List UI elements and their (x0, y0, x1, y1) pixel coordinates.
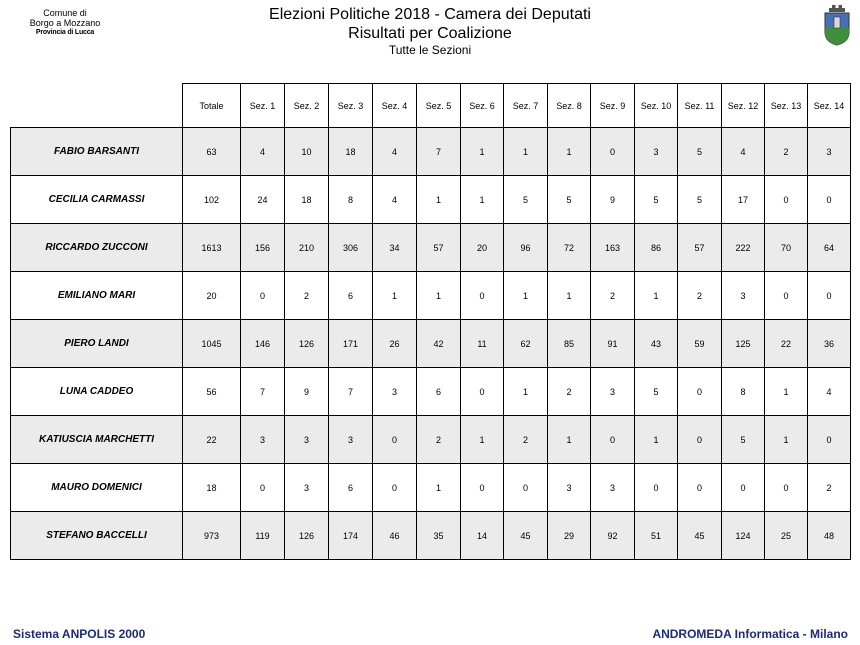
vote-section-cell: 86 (635, 224, 678, 272)
header-totale: Totale (183, 84, 241, 128)
vote-section-cell: 1 (765, 416, 808, 464)
vote-section-cell: 0 (765, 464, 808, 512)
vote-section-cell: 5 (678, 128, 722, 176)
vote-section-cell: 22 (765, 320, 808, 368)
results-table-body (11, 128, 851, 560)
header-sez-4: Sez. 4 (373, 84, 417, 128)
table-row (11, 464, 851, 512)
vote-section-cell: 0 (504, 464, 548, 512)
vote-section-cell: 48 (808, 512, 851, 560)
vote-section-cell: 8 (329, 176, 373, 224)
header-sez-12: Sez. 12 (722, 84, 765, 128)
header-sez-10: Sez. 10 (635, 84, 678, 128)
vote-section-cell: 222 (722, 224, 765, 272)
report-subtitle: Risultati per Coalizione (348, 25, 512, 42)
header-sez-7: Sez. 7 (504, 84, 548, 128)
vote-section-cell: 17 (722, 176, 765, 224)
vote-section-cell: 0 (765, 176, 808, 224)
candidate-name: STEFANO BACCELLI (11, 512, 183, 560)
header-sez-5: Sez. 5 (417, 84, 461, 128)
vote-section-cell: 29 (548, 512, 591, 560)
vote-section-cell: 3 (808, 128, 851, 176)
vote-section-cell: 0 (678, 464, 722, 512)
vote-section-cell: 0 (808, 416, 851, 464)
candidate-name: PIERO LANDI (11, 320, 183, 368)
vote-section-cell: 5 (635, 176, 678, 224)
vote-section-cell: 7 (241, 368, 285, 416)
vote-section-cell: 10 (285, 128, 329, 176)
vote-section-cell: 0 (461, 464, 504, 512)
vote-section-cell: 0 (765, 272, 808, 320)
vote-section-cell: 3 (722, 272, 765, 320)
vote-section-cell: 0 (722, 464, 765, 512)
vote-section-cell: 1 (548, 416, 591, 464)
vote-section-cell: 36 (808, 320, 851, 368)
vote-section-cell: 24 (241, 176, 285, 224)
table-row (11, 176, 851, 224)
header-sez-13: Sez. 13 (765, 84, 808, 128)
header-sez-8: Sez. 8 (548, 84, 591, 128)
vote-section-cell: 3 (329, 416, 373, 464)
vote-total-cell: 1613 (183, 224, 241, 272)
header-sez-1: Sez. 1 (241, 84, 285, 128)
header-corner (11, 84, 183, 128)
vote-section-cell: 0 (461, 368, 504, 416)
vote-total-cell: 20 (183, 272, 241, 320)
vote-section-cell: 0 (373, 416, 417, 464)
vote-section-cell: 0 (678, 368, 722, 416)
vote-section-cell: 57 (678, 224, 722, 272)
vote-total-cell: 1045 (183, 320, 241, 368)
vote-section-cell: 14 (461, 512, 504, 560)
report-scope: Tutte le Sezioni (388, 43, 472, 57)
vote-section-cell: 1 (461, 416, 504, 464)
vote-section-cell: 4 (722, 128, 765, 176)
vote-section-cell: 2 (808, 464, 851, 512)
vote-section-cell: 91 (591, 320, 635, 368)
candidate-name: MAURO DOMENICI (11, 464, 183, 512)
vote-section-cell: 156 (241, 224, 285, 272)
vote-section-cell: 1 (504, 368, 548, 416)
vote-section-cell: 1 (635, 416, 678, 464)
vote-section-cell: 119 (241, 512, 285, 560)
vote-section-cell: 1 (417, 272, 461, 320)
vote-section-cell: 1 (504, 128, 548, 176)
vote-section-cell: 0 (241, 464, 285, 512)
municipality-line1: Comune di (43, 8, 87, 18)
footer-system-name: Sistema ANPOLIS 2000 (13, 627, 146, 641)
vote-section-cell: 3 (635, 128, 678, 176)
vote-section-cell: 64 (808, 224, 851, 272)
vote-section-cell: 4 (373, 128, 417, 176)
vote-section-cell: 7 (329, 368, 373, 416)
vote-total-cell: 18 (183, 464, 241, 512)
vote-section-cell: 1 (417, 176, 461, 224)
vote-total-cell: 102 (183, 176, 241, 224)
table-row (11, 320, 851, 368)
vote-section-cell: 3 (241, 416, 285, 464)
vote-section-cell: 210 (285, 224, 329, 272)
candidate-name: FABIO BARSANTI (11, 128, 183, 176)
vote-section-cell: 2 (591, 272, 635, 320)
vote-section-cell: 3 (373, 368, 417, 416)
vote-total-cell: 63 (183, 128, 241, 176)
footer-vendor-name: ANDROMEDA Informatica - Milano (652, 627, 848, 641)
vote-section-cell: 45 (504, 512, 548, 560)
vote-section-cell: 4 (373, 176, 417, 224)
header-sez-11: Sez. 11 (678, 84, 722, 128)
vote-section-cell: 0 (591, 128, 635, 176)
vote-section-cell: 43 (635, 320, 678, 368)
vote-section-cell: 2 (417, 416, 461, 464)
vote-section-cell: 2 (678, 272, 722, 320)
vote-section-cell: 5 (548, 176, 591, 224)
vote-section-cell: 0 (373, 464, 417, 512)
vote-section-cell: 171 (329, 320, 373, 368)
vote-section-cell: 3 (591, 368, 635, 416)
vote-section-cell: 26 (373, 320, 417, 368)
vote-section-cell: 9 (591, 176, 635, 224)
vote-section-cell: 125 (722, 320, 765, 368)
results-table (10, 83, 851, 560)
header-sez-14: Sez. 14 (808, 84, 851, 128)
vote-section-cell: 3 (285, 464, 329, 512)
vote-section-cell: 4 (808, 368, 851, 416)
vote-section-cell: 35 (417, 512, 461, 560)
header-sez-2: Sez. 2 (285, 84, 329, 128)
vote-section-cell: 163 (591, 224, 635, 272)
table-header-row (11, 84, 851, 128)
vote-section-cell: 3 (591, 464, 635, 512)
candidate-name: CECILIA CARMASSI (11, 176, 183, 224)
vote-section-cell: 306 (329, 224, 373, 272)
municipal-crest-icon (822, 4, 852, 46)
vote-section-cell: 6 (329, 272, 373, 320)
vote-section-cell: 3 (548, 464, 591, 512)
vote-section-cell: 96 (504, 224, 548, 272)
vote-section-cell: 62 (504, 320, 548, 368)
vote-section-cell: 70 (765, 224, 808, 272)
vote-section-cell: 1 (504, 272, 548, 320)
candidate-name: KATIUSCIA MARCHETTI (11, 416, 183, 464)
vote-section-cell: 46 (373, 512, 417, 560)
table-row (11, 416, 851, 464)
vote-section-cell: 18 (285, 176, 329, 224)
vote-section-cell: 3 (285, 416, 329, 464)
vote-section-cell: 9 (285, 368, 329, 416)
vote-section-cell: 5 (504, 176, 548, 224)
vote-section-cell: 92 (591, 512, 635, 560)
vote-section-cell: 2 (285, 272, 329, 320)
vote-section-cell: 4 (241, 128, 285, 176)
vote-section-cell: 42 (417, 320, 461, 368)
vote-section-cell: 2 (504, 416, 548, 464)
vote-section-cell: 126 (285, 512, 329, 560)
vote-total-cell: 56 (183, 368, 241, 416)
table-row (11, 368, 851, 416)
vote-section-cell: 34 (373, 224, 417, 272)
vote-section-cell: 146 (241, 320, 285, 368)
table-row (11, 224, 851, 272)
municipality-line2: Borgo a Mozzano (29, 18, 101, 28)
vote-section-cell: 0 (461, 272, 504, 320)
report-header (0, 6, 860, 58)
vote-section-cell: 1 (417, 464, 461, 512)
vote-total-cell: 22 (183, 416, 241, 464)
candidate-name: LUNA CADDEO (11, 368, 183, 416)
vote-section-cell: 1 (461, 176, 504, 224)
header-sez-3: Sez. 3 (329, 84, 373, 128)
vote-section-cell: 5 (722, 416, 765, 464)
vote-total-cell: 973 (183, 512, 241, 560)
vote-section-cell: 59 (678, 320, 722, 368)
vote-section-cell: 0 (808, 272, 851, 320)
vote-section-cell: 6 (417, 368, 461, 416)
vote-section-cell: 126 (285, 320, 329, 368)
vote-section-cell: 6 (329, 464, 373, 512)
vote-section-cell: 7 (417, 128, 461, 176)
vote-section-cell: 0 (808, 176, 851, 224)
vote-section-cell: 2 (765, 128, 808, 176)
municipality-line3: Provincia di Lucca (35, 29, 95, 36)
vote-section-cell: 72 (548, 224, 591, 272)
vote-section-cell: 1 (548, 128, 591, 176)
vote-section-cell: 45 (678, 512, 722, 560)
vote-section-cell: 1 (461, 128, 504, 176)
table-row (11, 272, 851, 320)
vote-section-cell: 0 (635, 464, 678, 512)
header-sez-6: Sez. 6 (461, 84, 504, 128)
vote-section-cell: 1 (373, 272, 417, 320)
candidate-name: EMILIANO MARI (11, 272, 183, 320)
vote-section-cell: 2 (548, 368, 591, 416)
vote-section-cell: 1 (635, 272, 678, 320)
vote-section-cell: 5 (635, 368, 678, 416)
vote-section-cell: 18 (329, 128, 373, 176)
vote-section-cell: 85 (548, 320, 591, 368)
vote-section-cell: 20 (461, 224, 504, 272)
vote-section-cell: 5 (678, 176, 722, 224)
candidate-name: RICCARDO ZUCCONI (11, 224, 183, 272)
vote-section-cell: 8 (722, 368, 765, 416)
vote-section-cell: 174 (329, 512, 373, 560)
vote-section-cell: 11 (461, 320, 504, 368)
vote-section-cell: 51 (635, 512, 678, 560)
table-row (11, 512, 851, 560)
vote-section-cell: 0 (591, 416, 635, 464)
table-row (11, 128, 851, 176)
report-title: Elezioni Politiche 2018 - Camera dei Deputati (269, 6, 591, 23)
vote-section-cell: 25 (765, 512, 808, 560)
vote-section-cell: 0 (678, 416, 722, 464)
vote-section-cell: 57 (417, 224, 461, 272)
vote-section-cell: 1 (548, 272, 591, 320)
vote-section-cell: 124 (722, 512, 765, 560)
vote-section-cell: 1 (765, 368, 808, 416)
header-sez-9: Sez. 9 (591, 84, 635, 128)
vote-section-cell: 0 (241, 272, 285, 320)
